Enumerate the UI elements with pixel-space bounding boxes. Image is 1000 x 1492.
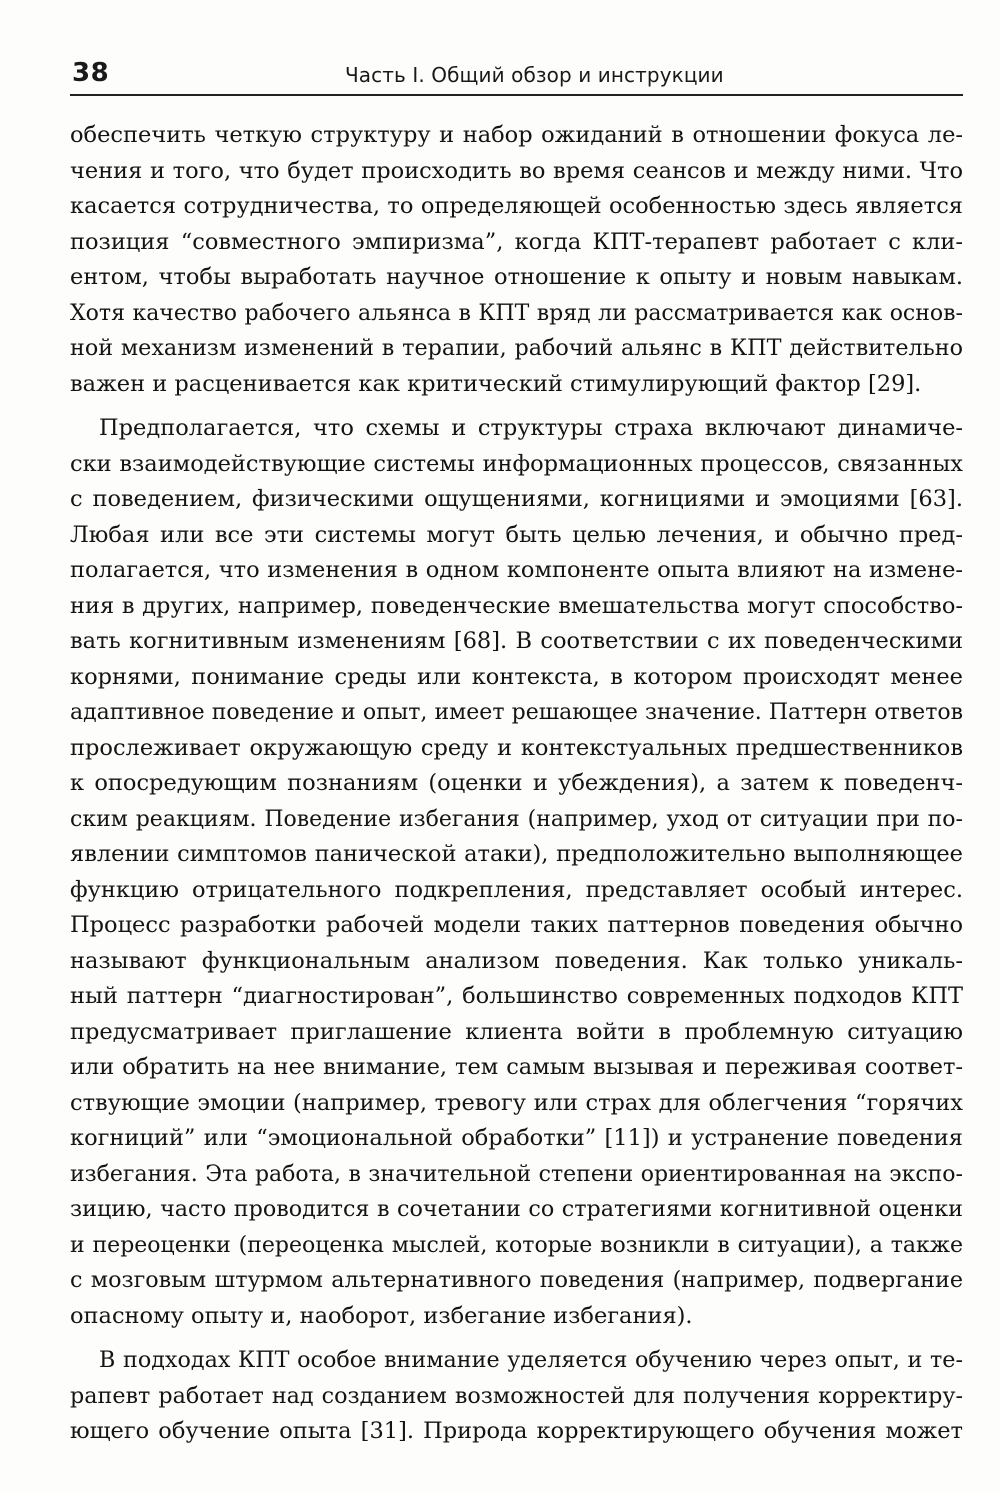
- paragraph: [70, 1343, 963, 1450]
- text-line: рапевт работает над созданием возможностей для получения корректиру-: [70, 1382, 963, 1409]
- text-line: с поведением, физическими ощущениями, когнициями и эмоциями [63].: [70, 486, 963, 512]
- text-line: предусматривает приглашение клиента войти в проблемную ситуацию: [70, 1018, 963, 1045]
- text-line: когниций” или “эмоциональной обработки” [11]) и устранение поведения: [70, 1125, 963, 1151]
- text-line: ный паттерн “диагностирован”, большинство современных подходов КПТ: [70, 983, 963, 1009]
- text-line: с мозговым штурмом альтернативного поведения (например, подвергание: [70, 1267, 963, 1293]
- body-text: [70, 118, 963, 1450]
- text-line: Хотя качество рабочего альянса в КПТ вряд ли рассматривается как основ-: [70, 300, 963, 326]
- text-line: прослеживает окружающую среду и контекстуальных предшественников: [70, 734, 963, 761]
- text-line: обеспечить четкую структуру и набор ожиданий в отношении фокуса ле-: [70, 122, 963, 148]
- text-line: ентом, чтобы выработать научное отношение к опыту и новым навыкам.: [70, 264, 963, 290]
- chapter-title: Часть I. Общий обзор и инструкции: [345, 63, 724, 87]
- paragraph: [70, 411, 963, 1334]
- text-line: ния в других, например, поведенческие вмешательства могут способство-: [70, 592, 963, 619]
- text-line: касается сотрудничества, то определяющей особенностью здесь является: [70, 193, 963, 219]
- text-line: Любая или все эти системы могут быть целью лечения, и обычно пред-: [70, 521, 963, 548]
- text-line: ски взаимодействующие системы информационных процессов, связанных: [70, 450, 963, 477]
- running-head: [70, 58, 963, 96]
- text-line: Процесс разработки рабочей модели таких паттернов поведения обычно: [70, 912, 963, 938]
- text-line: или обратить на нее внимание, тем самым вызывая и переживая соответ-: [70, 1054, 963, 1080]
- text-line: ским реакциям. Поведение избегания (например, уход от ситуации при по-: [70, 806, 963, 832]
- text-line: явлении симптомов панической атаки), предположительно выполняющее: [70, 841, 963, 867]
- text-line: опасному опыту и, наоборот, избегание избегания).: [70, 1302, 693, 1329]
- text-line: ющего обучение опыта [31]. Природа корректирующего обучения может: [70, 1418, 963, 1444]
- text-line: называют функциональным анализом поведения. Как только уникаль-: [70, 947, 963, 974]
- paragraph: [70, 118, 963, 402]
- text-line: функцию отрицательного подкрепления, представляет особый интерес.: [70, 876, 963, 903]
- text-line: чения и того, что будет происходить во время сеансов и между ними. Что: [70, 157, 963, 184]
- text-line: избегания. Эта работа, в значительной степени ориентированная на экспо-: [70, 1161, 963, 1187]
- text-line: важен и расценивается как критический стимулирующий фактор [29].: [70, 370, 922, 397]
- text-line: ствующие эмоции (например, тревогу или страх для облегчения “горячих: [70, 1089, 963, 1116]
- text-line: позиция “совместного эмпиризма”, когда КПТ-терапевт работает с кли-: [70, 228, 963, 255]
- page-number: 38: [72, 58, 110, 88]
- text-line: вать когнитивным изменениям [68]. В соответствии с их поведенческими: [70, 628, 963, 654]
- text-line: Предполагается, что схемы и структуры страха включают динамиче-: [99, 415, 963, 441]
- text-line: к опосредующим познаниям (оценки и убеждения), а затем к поведенч-: [70, 770, 963, 796]
- text-line: В подходах КПТ особое внимание уделяется обучению через опыт, и те-: [99, 1347, 963, 1373]
- text-line: адаптивное поведение и опыт, имеет решающее значение. Паттерн ответов: [70, 700, 963, 725]
- text-line: корнями, понимание среды или контекста, в котором происходят менее: [70, 663, 963, 690]
- text-line: зицию, часто проводится в сочетании со стратегиями когнитивной оценки: [70, 1196, 963, 1222]
- text-line: полагается, что изменения в одном компоненте опыта влияют на измене-: [70, 557, 963, 583]
- text-line: ной механизм изменений в терапии, рабочий альянс в КПТ действительно: [70, 335, 963, 361]
- text-line: и переоценки (переоценка мыслей, которые возникли в ситуации), а также: [70, 1232, 963, 1258]
